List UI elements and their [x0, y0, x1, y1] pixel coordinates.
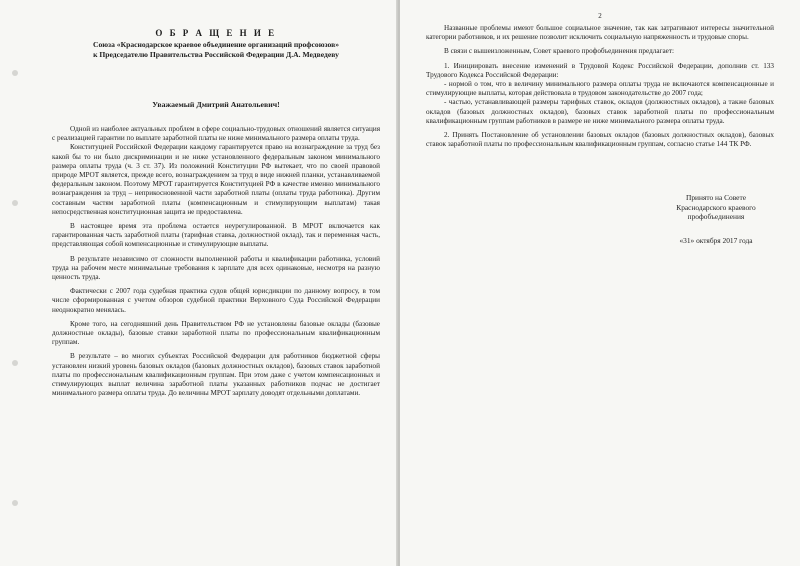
paragraph: Названные проблемы имеют большое социальное значение, так как затрагивают интересы значительной категории работников, и их решение позволит исключить социальную напряженность и трудовые споры.: [426, 24, 774, 42]
binding-holes: [12, 0, 22, 566]
paragraph: - частью, устанавливающей размеры тарифных ставок, окладов (должностных окладов), а также базовых окладов (базовых должностных окладов), базовых ставок заработной платы по профессиональным квалификационным группам работников в размере не ниже минимального размера оплаты труда.: [426, 98, 774, 125]
page-number: 2: [598, 12, 602, 20]
signature-line: Краснодарского краевого: [676, 202, 756, 212]
paragraph: В настоящее время эта проблема остается неурегулированной. В МРОТ включается как гарантированная часть заработной платы (тарифная ставка, должностной оклад), так и переменная часть, представляющая собой компенсационные и стимулирующие выплаты.: [52, 222, 380, 249]
paragraph: 2. Принять Постановление об установлении базовых окладов (базовых должностных окладов), базовых ставок заработной платы по профессиональным квалификационным группам, согласно статье 144 ТК РФ.: [426, 131, 774, 149]
binding-hole: [12, 70, 18, 76]
paragraph: В результате – во многих субъектах Российской Федерации для работников бюджетной сферы установлен низкий уровень базовых окладов (базовых должностных окладов), базовых ставок заработной платы по профессиональным квалификационным группам. При этом даже с учетом компенсационных и стимулирующих выплат величина заработной платы указанных работников подчас не достигает минимального размера оплаты труда. До величины МРОТ зарплату доводят отдельными доплатами.: [52, 352, 380, 398]
paragraph: В связи с вышеизложенным, Совет краевого профобъединения предлагает:: [444, 47, 674, 56]
left-page: [0, 0, 398, 566]
signature-line: Принято на Совете: [686, 193, 746, 203]
right-page: [400, 0, 800, 566]
signature-block: [658, 193, 774, 221]
binding-hole: [12, 200, 18, 206]
paragraph: Фактически с 2007 года судебная практика судов общей юрисдикции по данному вопросу, в том числе сформированная с учетом обзоров судебной практики Верховного Суда Российской Федерации неоднократно менялась.: [52, 287, 380, 314]
document-subtitle-union: Союза «Краснодарское краевое объединение организаций профсоюзов»: [92, 40, 340, 49]
salutation: Уважаемый Дмитрий Анатольевич!: [152, 100, 280, 109]
paragraph: В результате независимо от сложности выполненной работы и квалификации работника, условий труда на рабочем месте минимальные требования к зарплате для всех одинаковые, несмотря на разную ценность труда.: [52, 254, 380, 282]
binding-hole: [12, 500, 18, 506]
paragraph: Кроме того, на сегодняшний день Правительством РФ не установлены базовые оклады (базовые должностные оклады), базовые ставки заработной платы по профессиональным квалификационным группам.: [52, 319, 380, 347]
paragraph: Одной из наиболее актуальных проблем в сфере социально-трудовых отношений является ситуация с реализацией гарантии по выплате заработной платы не ниже минимального размера оплаты труда.: [52, 125, 380, 143]
paragraph: - нормой о том, что в величину минимального размера оплаты труда не включаются компенсационные и стимулирующие выплаты, которая действовала в трудовом законодательстве до 2007 года;: [426, 80, 774, 98]
paragraph: 1. Инициировать внесение изменений в Трудовой Кодекс Российской Федерации, дополнив ст. 133 Трудового Кодекса Российской Федерации:: [426, 61, 774, 79]
paragraph: Конституцией Российской Федерации каждому гарантируется право на вознаграждение за труд без какой бы то ни было дискриминации и не ниже установленного федеральным законом минимального размера оплаты труда (ч. 3 ст. 37). Из положений Конституции РФ вытекает, что по своей правовой природе МРОТ является, прежде всего, вознаграждением за труд в виде нижней планки, устанавливаемой федеральным законом. Поэтому МРОТ гарантируется Конституцией РФ в качестве именно минимального вознаграждения за труд – неприкосновенной части заработной платы (оплаты труда работника). Другим составным частям заработной платы (компенсационным и стимулирующим выплатам) такая непосредственная конституционная защита не предоставлена.: [52, 143, 380, 216]
document-title: О Б Р А Щ Е Н И Е: [155, 28, 277, 38]
signature-date: «31» октября 2017 года: [679, 235, 753, 245]
signature-line: профобъединения: [687, 212, 745, 222]
binding-hole: [12, 360, 18, 366]
document-subtitle-addressee: к Председателю Правительства Российской Федерации Д.А. Медведеву: [93, 50, 339, 59]
